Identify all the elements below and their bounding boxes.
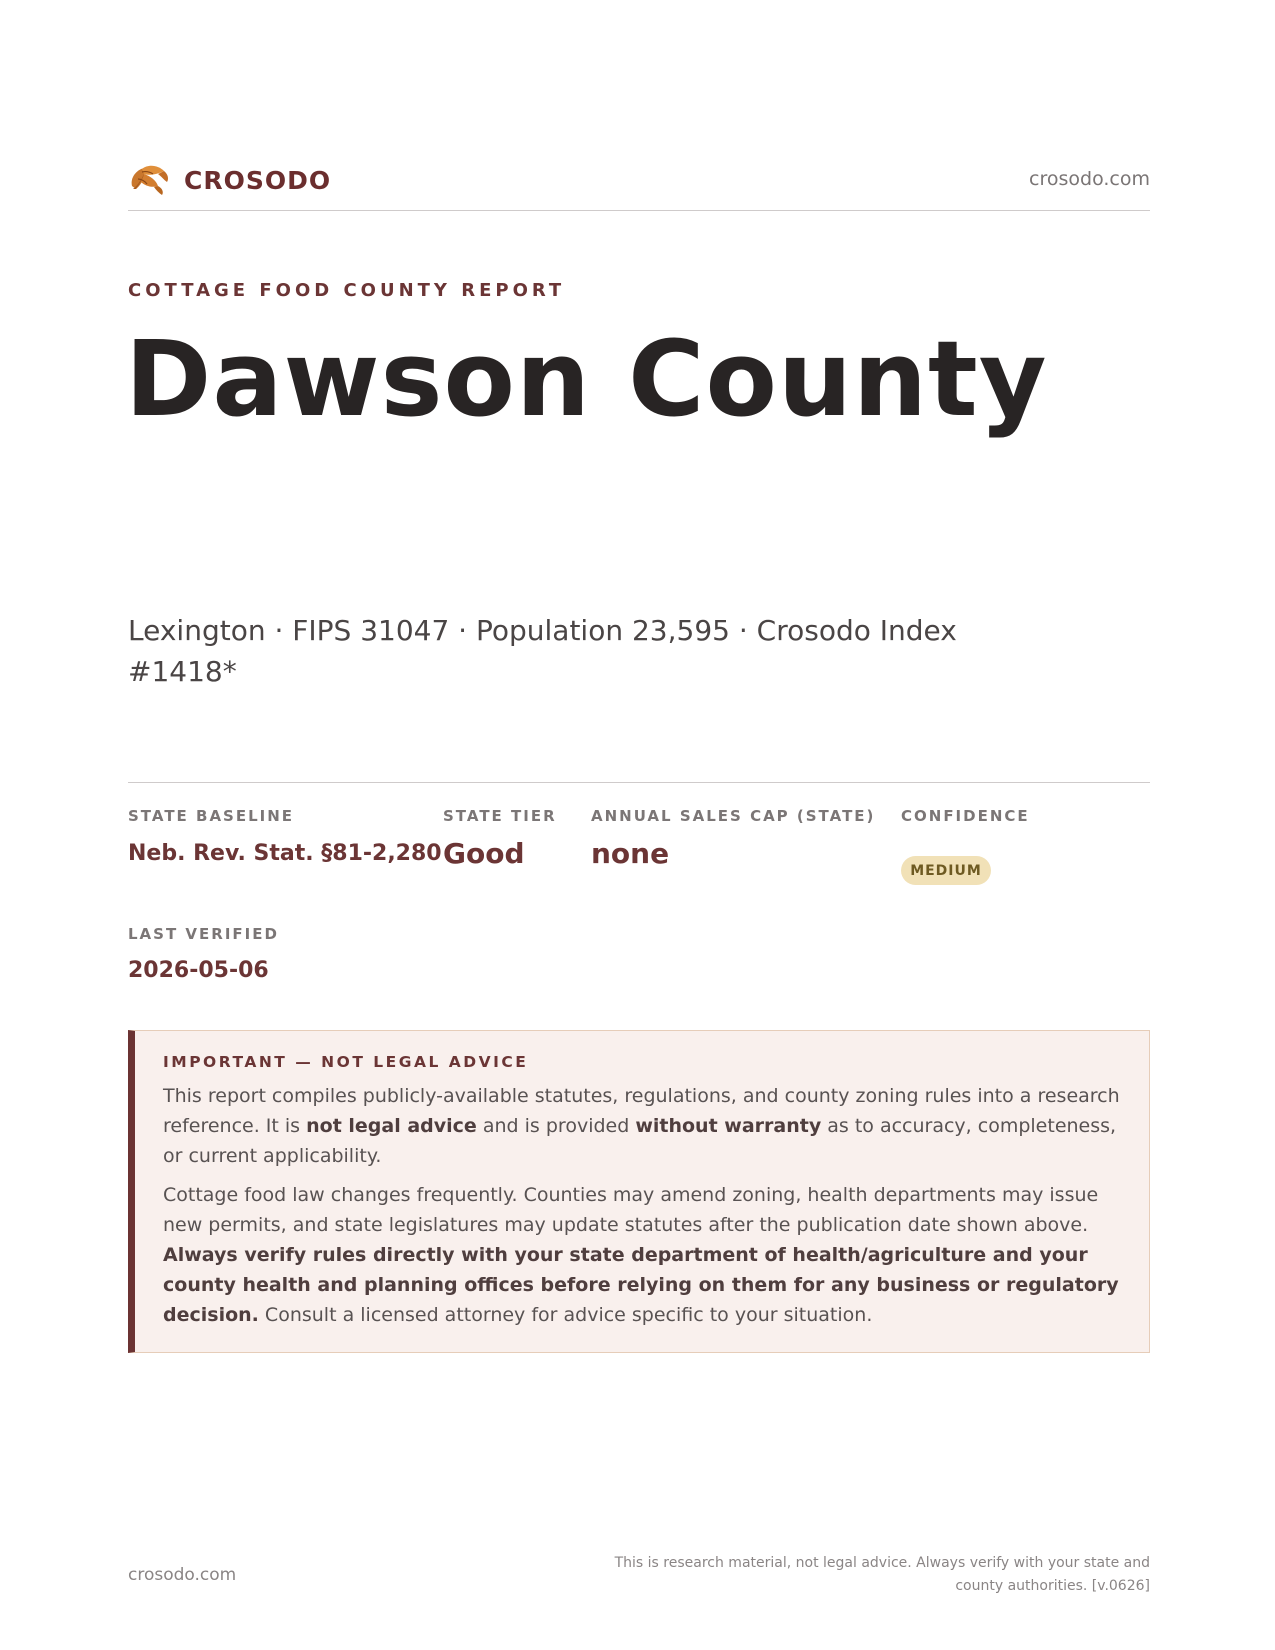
state-baseline-label: STATE BASELINE — [128, 807, 295, 825]
last-verified-label: LAST VERIFIED — [128, 925, 279, 943]
county-summary: Lexington · FIPS 31047 · Population 23,595 · Crosodo Index #1418* — [128, 614, 957, 688]
brand-name: CROSODO — [184, 165, 332, 195]
notice-paragraph-1: This report compiles publicly-available statutes, regulations, and county zoning rules into a research reference. It is not legal advice and is provided without warranty as to accuracy, completeness, or current applicability. — [163, 1085, 1120, 1167]
footer-site-link[interactable]: crosodo.com — [128, 1565, 237, 1585]
section-divider — [128, 782, 1150, 783]
state-tier-label: STATE TIER — [443, 807, 557, 825]
state-baseline-value: Neb. Rev. Stat. §81-2,280 — [128, 841, 442, 866]
legal-notice — [128, 1030, 1150, 1353]
site-link[interactable]: crosodo.com — [1029, 168, 1150, 190]
footer-disclaimer: This is research material, not legal advice. Always verify with your state and county authorities. [v.0626] — [614, 1555, 1150, 1594]
sales-cap-value: none — [591, 837, 670, 870]
page-header — [128, 156, 1150, 211]
report-eyebrow: COTTAGE FOOD COUNTY REPORT — [128, 280, 566, 301]
notice-heading: IMPORTANT — NOT LEGAL ADVICE — [163, 1053, 529, 1071]
croissant-icon — [128, 162, 170, 198]
notice-paragraph-2: Cottage food law changes frequently. Counties may amend zoning, health departments may issue new permits, and state legislatures may update statutes after the publication date shown above. Always verify rules directly with your state department of health/agriculture and your county health and planning offices before relying on them for any business or regulatory decision. Consult a licensed attorney for advice specific to your situation. — [163, 1184, 1119, 1326]
last-verified-value: 2026-05-06 — [128, 958, 269, 983]
report-page — [125, 0, 1150, 1650]
page-title: Dawson County — [125, 318, 1048, 440]
brand[interactable] — [128, 162, 331, 198]
sales-cap-label: ANNUAL SALES CAP (STATE) — [591, 807, 876, 825]
state-tier-value: Good — [443, 837, 525, 870]
confidence-badge: MEDIUM — [901, 856, 991, 885]
confidence-label: CONFIDENCE — [901, 807, 1030, 825]
